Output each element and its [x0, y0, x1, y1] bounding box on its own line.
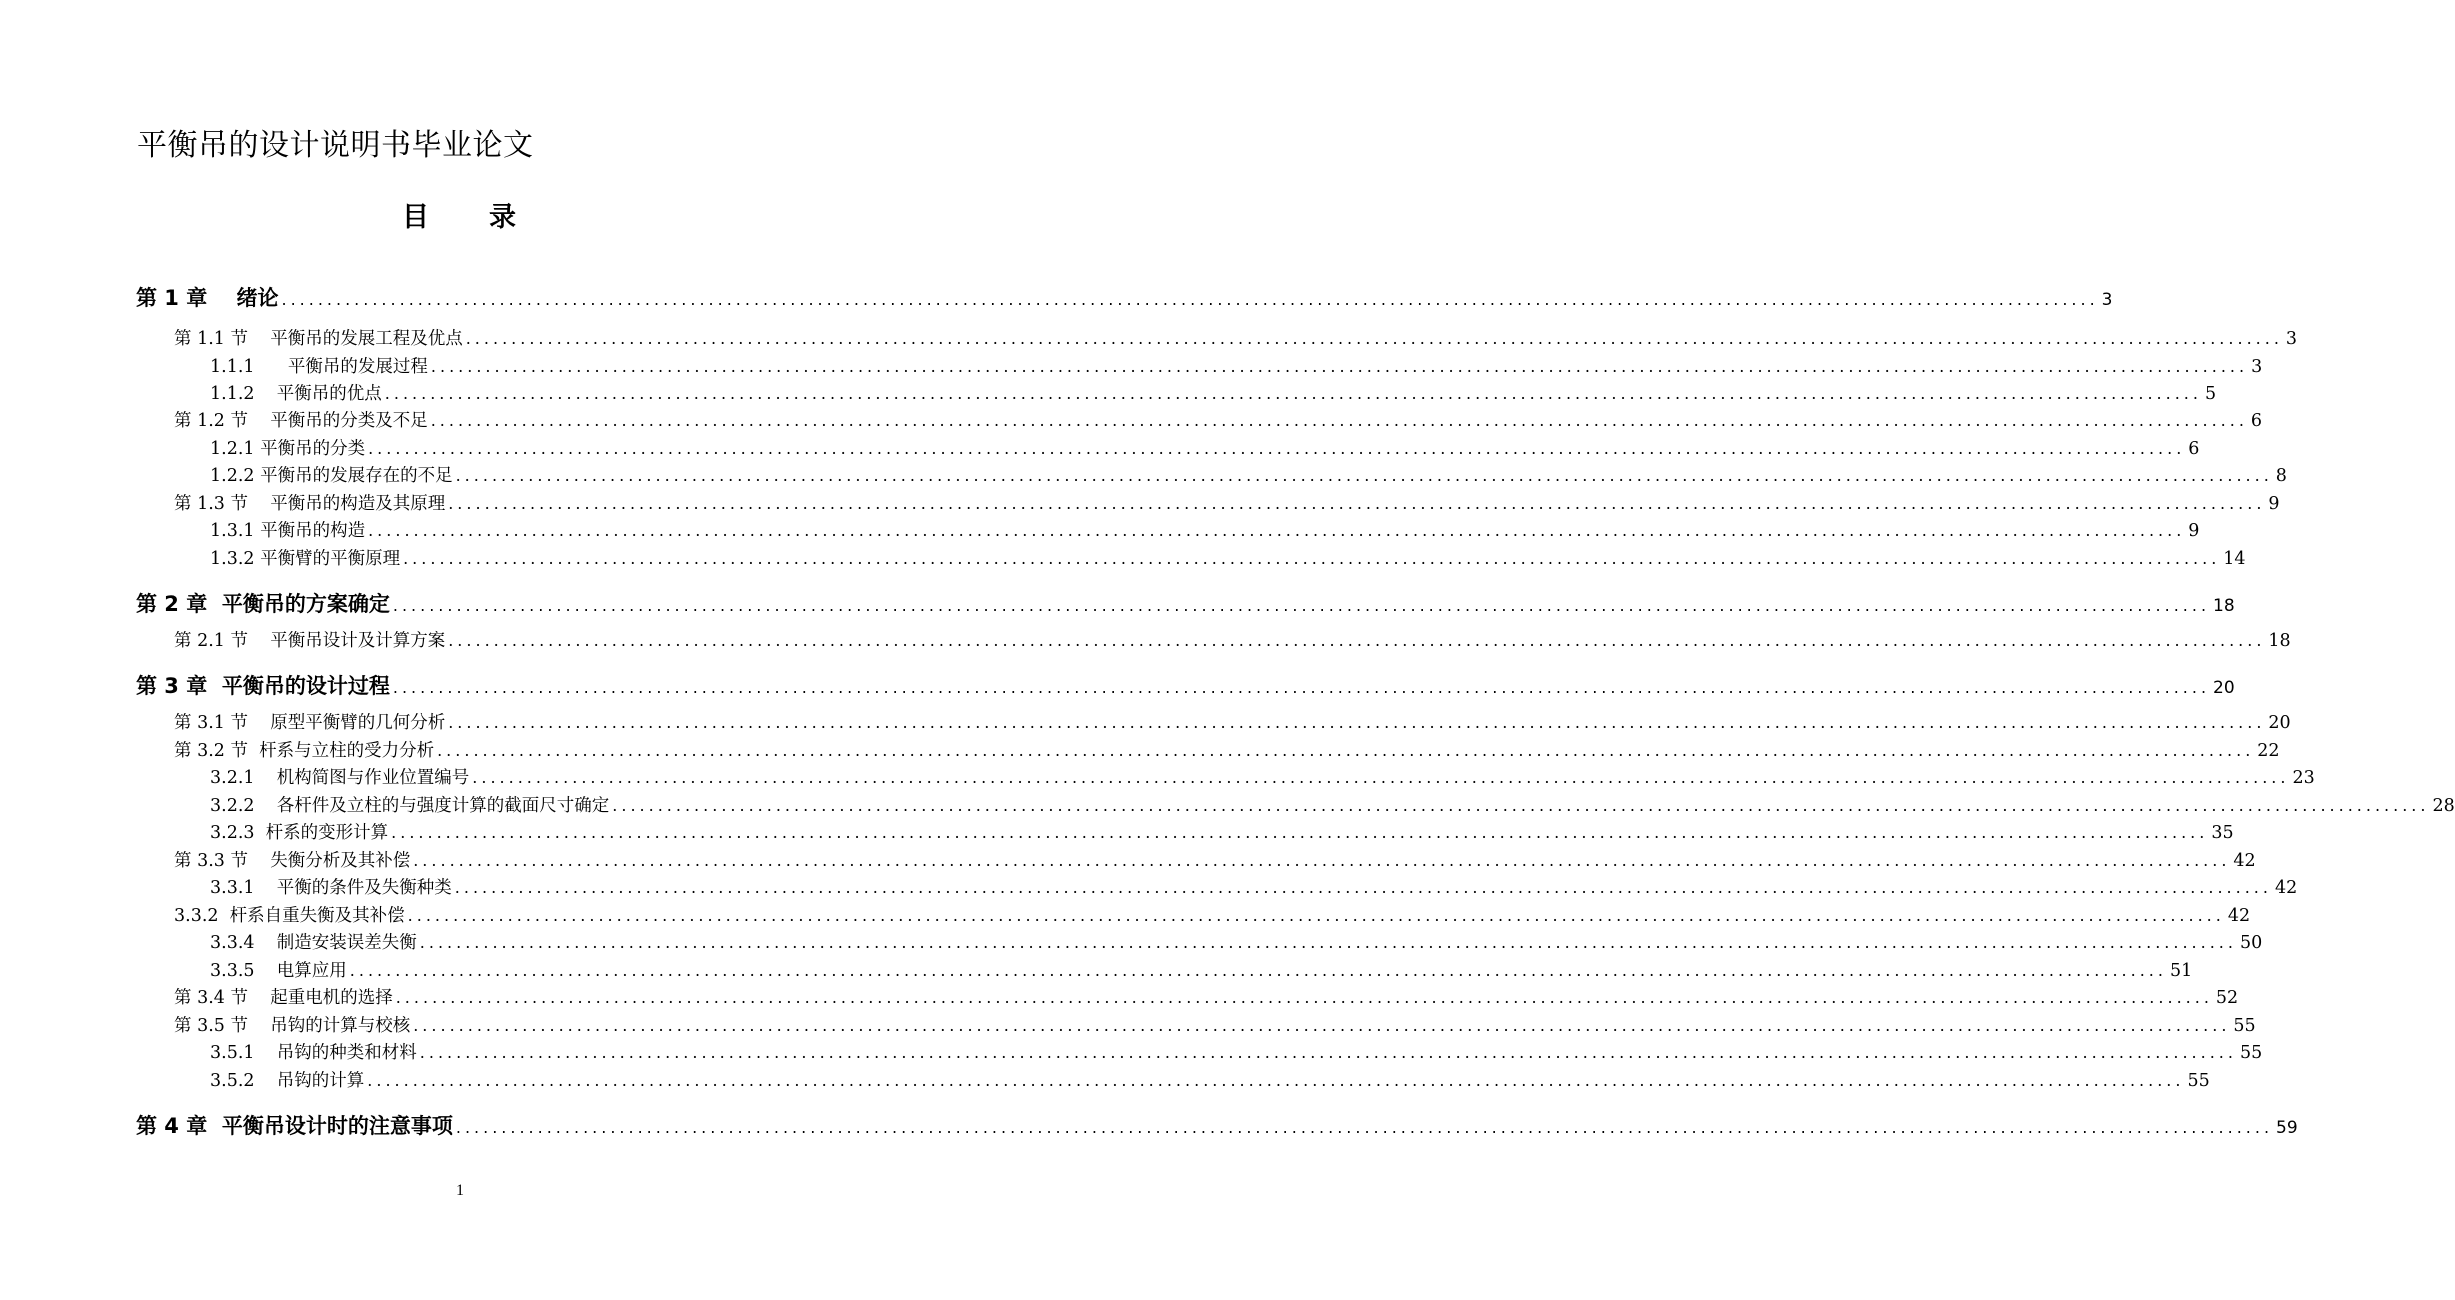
- toc-leader-dots: ........................................................................................................................................................................................................: [368, 521, 2186, 540]
- toc-leader-dots: ........................................................................................................................................................................................................: [430, 411, 2248, 430]
- toc-entry-sub[interactable]: [210, 353, 2263, 383]
- toc-entry-page: 18: [2268, 631, 2291, 651]
- toc-entry-label: 3.2.2 各杆件及立柱的与强度计算的截面尺寸确定: [210, 796, 610, 816]
- toc-entry-label: 第 3.1 节 原型平衡臂的几何分析: [174, 713, 446, 733]
- toc-entry-section[interactable]: [174, 709, 2291, 739]
- toc-entry-page: 55: [2187, 1071, 2210, 1091]
- toc-leader-dots: ........................................................................................................................................................................................................: [454, 878, 2272, 897]
- toc-entry-page: 14: [2223, 549, 2246, 569]
- toc-entry-label: 1.2.2 平衡吊的发展存在的不足: [210, 466, 453, 486]
- toc-entry-page: 28: [2432, 796, 2455, 816]
- toc-entry-label: 3.5.1 吊钩的种类和材料: [210, 1043, 417, 1063]
- toc-entry-page: 55: [2239, 1043, 2263, 1063]
- toc-leader-dots: ........................................................................................................................................................................................................: [392, 596, 2211, 615]
- toc-entry-chapter[interactable]: [136, 588, 2235, 618]
- toc-entry-sub[interactable]: [210, 764, 2315, 794]
- toc-entry-sub[interactable]: [210, 929, 2263, 959]
- toc-entry-page: 6: [2188, 439, 2200, 459]
- toc-entry-page: 18: [2213, 596, 2235, 616]
- toc-entry-label: 1.3.2 平衡臂的平衡原理: [210, 549, 401, 569]
- toc-entry-sub[interactable]: [210, 545, 2246, 575]
- toc-entry-page: 8: [2275, 466, 2287, 486]
- toc-leader-dots: ........................................................................................................................................................................................................: [419, 933, 2237, 952]
- toc-entry-page: 42: [2274, 878, 2298, 898]
- toc-heading-left: 目: [402, 202, 431, 233]
- toc-entry-sub[interactable]: [210, 517, 2200, 547]
- toc-entry-label: 3.3.4 制造安装误差失衡: [210, 933, 417, 953]
- toc-leader-dots: ........................................................................................................................................................................................................: [455, 1118, 2274, 1137]
- toc-entry-page: 42: [2227, 906, 2251, 926]
- toc-entry-sub[interactable]: [210, 1067, 2210, 1097]
- toc-entry-section[interactable]: [174, 847, 2256, 877]
- toc-entry-page: 50: [2239, 933, 2263, 953]
- toc-entry-label: 第 1.2 节 平衡吊的分类及不足: [174, 411, 428, 431]
- toc-entry-page: 55: [2233, 1016, 2256, 1036]
- toc-entry-label: 3.2.1 机构简图与作业位置编号: [210, 768, 470, 788]
- toc-leader-dots: ........................................................................................................................................................................................................: [349, 961, 2167, 980]
- toc-leader-dots: ........................................................................................................................................................................................................: [391, 823, 2209, 842]
- toc-leader-dots: ........................................................................................................................................................................................................: [419, 1043, 2237, 1062]
- toc-entry-page: 3: [2251, 357, 2263, 377]
- toc-entry-page: 9: [2188, 521, 2200, 541]
- toc-entry-sub[interactable]: [210, 435, 2200, 465]
- toc-entry-label: 第 3.2 节 杆系与立柱的受力分析: [174, 741, 435, 761]
- toc-leader-dots: ........................................................................................................................................................................................................: [437, 741, 2255, 760]
- toc-entry-chapter[interactable]: [136, 282, 2113, 312]
- toc-leader-dots: ........................................................................................................................................................................................................: [465, 329, 2283, 348]
- toc-entry-label: 3.3.1 平衡的条件及失衡种类: [210, 878, 452, 898]
- toc-heading-right: 录: [489, 202, 518, 233]
- toc-entry-label: 第 3.3 节 失衡分析及其补偿: [174, 851, 411, 871]
- toc-leader-dots: ........................................................................................................................................................................................................: [407, 906, 2225, 925]
- toc-entry-sub[interactable]: [210, 874, 2298, 904]
- toc-leader-dots: ........................................................................................................................................................................................................: [413, 1016, 2231, 1035]
- toc-entry-sub[interactable]: [210, 792, 2455, 822]
- toc-entry-page: 20: [2268, 713, 2291, 733]
- toc-entry-page: 35: [2211, 823, 2234, 843]
- toc-entry-label: 第 4 章 平衡吊设计时的注意事项: [136, 1114, 453, 1138]
- toc-entry-section[interactable]: [174, 407, 2263, 437]
- toc-entry-section[interactable]: [174, 325, 2298, 355]
- toc-entry-label: 3.5.2 吊钩的计算: [210, 1071, 365, 1091]
- toc-entry-page: 6: [2250, 411, 2263, 431]
- toc-entry-section[interactable]: [174, 1012, 2256, 1042]
- toc-entry-page: 5: [2204, 384, 2217, 404]
- toc-entry-label: 第 1 章 绪论: [136, 286, 279, 310]
- toc-entry-page: 20: [2213, 678, 2235, 698]
- toc-entry-sub[interactable]: [210, 1039, 2263, 1069]
- toc-entry-label: 1.1.2 平衡吊的优点: [210, 384, 382, 404]
- toc-entry-chapter[interactable]: [136, 670, 2235, 700]
- toc-leader-dots: ........................................................................................................................................................................................................: [403, 549, 2221, 568]
- toc-entry-label: 3.3.5 电算应用: [210, 961, 347, 981]
- toc-entry-sub[interactable]: [210, 380, 2217, 410]
- toc-entry-page: 22: [2257, 741, 2280, 761]
- page-number: 1: [456, 1182, 464, 1199]
- toc-leader-dots: ........................................................................................................................................................................................................: [281, 290, 2099, 309]
- toc-entry-section[interactable]: [174, 984, 2239, 1014]
- toc-entry-page: 52: [2215, 988, 2239, 1008]
- toc-entry-label: 3.2.3 杆系的变形计算: [210, 823, 389, 843]
- toc-leader-dots: ........................................................................................................................................................................................................: [368, 439, 2186, 458]
- toc-entry-sub[interactable]: [210, 957, 2193, 987]
- toc-entry-label: 第 3.5 节 吊钩的计算与校核: [174, 1016, 411, 1036]
- toc-entry-label: 1.2.1 平衡吊的分类: [210, 439, 366, 459]
- toc-leader-dots: ........................................................................................................................................................................................................: [455, 466, 2273, 485]
- toc-entry-label: 3.3.2 杆系自重失衡及其补偿: [174, 906, 405, 926]
- toc-leader-dots: ........................................................................................................................................................................................................: [448, 713, 2266, 732]
- document-title: 平衡吊的设计说明书毕业论文: [137, 128, 534, 163]
- toc-entry-section[interactable]: [174, 627, 2291, 657]
- toc-leader-dots: ........................................................................................................................................................................................................: [448, 631, 2266, 650]
- toc-entry-sub[interactable]: [210, 462, 2287, 492]
- toc-entry-page: 3: [2101, 290, 2113, 310]
- toc-leader-dots: ........................................................................................................................................................................................................: [384, 384, 2202, 403]
- toc-entry-label: 第 3 章 平衡吊的设计过程: [136, 674, 390, 698]
- toc-entry-label: 第 1.1 节 平衡吊的发展工程及优点: [174, 329, 463, 349]
- toc-entry-page: 3: [2285, 329, 2298, 349]
- toc-entry-chapter[interactable]: [136, 1110, 2298, 1140]
- toc-entry-label: 第 2 章 平衡吊的方案确定: [136, 592, 390, 616]
- toc-entry-page: 23: [2292, 768, 2315, 788]
- toc-entry-label: 1.1.1 平衡吊的发展过程: [210, 357, 428, 377]
- toc-leader-dots: ........................................................................................................................................................................................................: [430, 357, 2249, 376]
- toc-leader-dots: ........................................................................................................................................................................................................: [472, 768, 2290, 787]
- toc-leader-dots: ........................................................................................................................................................................................................: [612, 796, 2430, 815]
- toc-entry-page: 51: [2169, 961, 2193, 981]
- toc-entry-section[interactable]: [174, 490, 2280, 520]
- toc-entry-label: 第 3.4 节 起重电机的选择: [174, 988, 393, 1008]
- toc-leader-dots: ........................................................................................................................................................................................................: [448, 494, 2266, 513]
- toc-entry-section[interactable]: [174, 737, 2280, 767]
- toc-entry-page: 42: [2233, 851, 2256, 871]
- toc-entry-section[interactable]: [174, 902, 2251, 932]
- toc-entry-label: 1.3.1 平衡吊的构造: [210, 521, 366, 541]
- toc-entry-page: 59: [2276, 1118, 2298, 1138]
- toc-entry-sub[interactable]: [210, 819, 2234, 849]
- toc-leader-dots: ........................................................................................................................................................................................................: [413, 851, 2231, 870]
- toc-leader-dots: ........................................................................................................................................................................................................: [395, 988, 2213, 1007]
- toc-leader-dots: ........................................................................................................................................................................................................: [392, 678, 2211, 697]
- toc-entry-label: 第 1.3 节 平衡吊的构造及其原理: [174, 494, 446, 514]
- toc-leader-dots: ........................................................................................................................................................................................................: [367, 1071, 2185, 1090]
- toc-entry-label: 第 2.1 节 平衡吊设计及计算方案: [174, 631, 446, 651]
- toc-entry-page: 9: [2268, 494, 2280, 514]
